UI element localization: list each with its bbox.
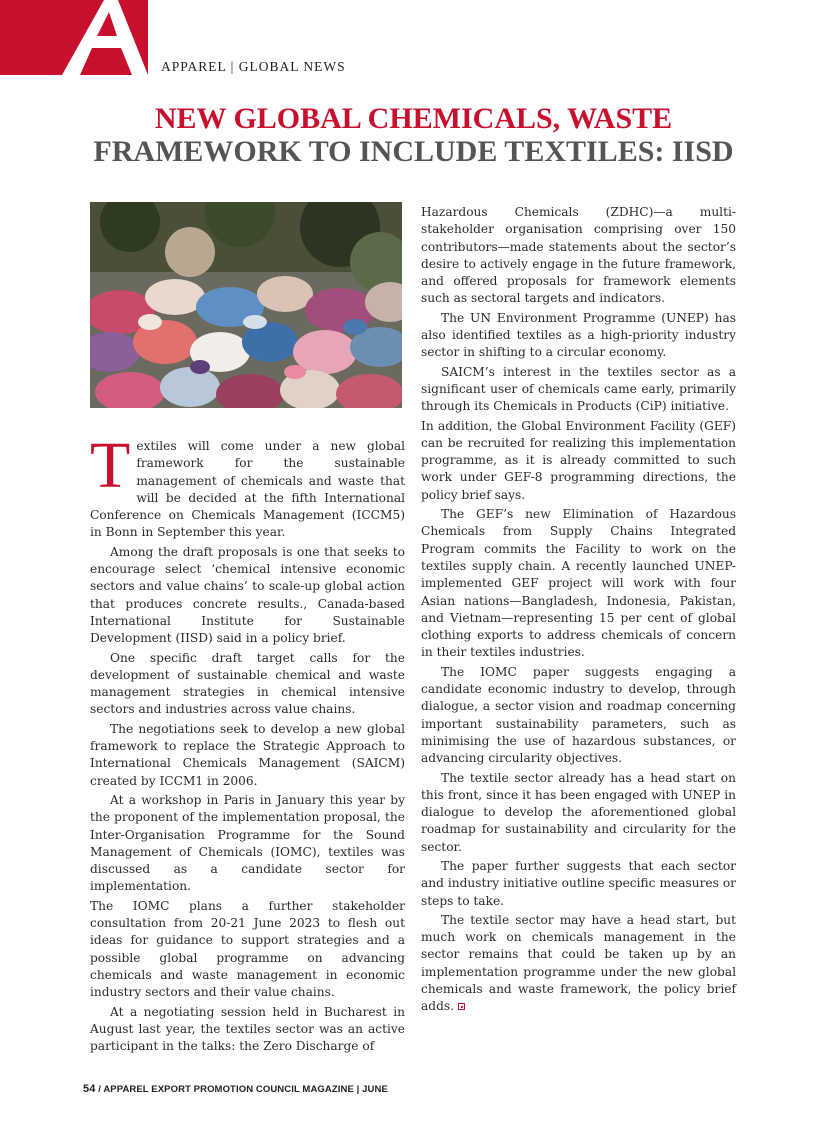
section-logo bbox=[0, 0, 148, 75]
paragraph: One specific draft target calls for the development of sustainable chemical and waste management strategies in chemical intensive sectors and industries across value chains. bbox=[90, 650, 405, 717]
headline-line-2: FRAMEWORK TO INCLUDE TEXTILES: IISD bbox=[93, 135, 734, 168]
paragraph: The textile sector already has a head start on this front, since it has been engaged with UNEP in dialogue to develop the aforementioned global roadmap for sustainability and circularity for the sector. bbox=[421, 770, 736, 854]
paragraph-1: Textiles will come under a new global framework for the sustainable management of chemicals and waste that will be decided at the fifth International Conference on Chemicals Management (ICCM5) in Bonn in September this year. bbox=[90, 429, 405, 540]
paragraph: The IOMC plans a further stakeholder consultation from 20-21 June 2023 to flesh out ideas for guidance to support strategies and a possible global programme on advancing chemicals and waste management in economic industry sectors and their value chains. bbox=[90, 898, 405, 1000]
paragraph: SAICM’s interest in the textiles sector as a significant user of chemicals came early, primarily through its Chemicals in Products (CiP) initiative. bbox=[421, 364, 736, 414]
paragraph: The IOMC paper suggests engaging a candidate economic industry to develop, through dialogue, a sector vision and roadmap concerning important sustainability parameters, such as minimising the use of hazardous substances, or advancing circularity objectives. bbox=[421, 664, 736, 766]
section-label: APPAREL | GLOBAL NEWS bbox=[161, 59, 346, 74]
article-column-right bbox=[421, 204, 736, 1018]
headline-line-1: NEW GLOBAL CHEMICALS, WASTE bbox=[154, 102, 673, 135]
paragraph: In addition, the Global Environment Facility (GEF) can be recruited for realizing this implementation programme, as it is already committed to such work under GEF-8 programming directions, the policy brief says. bbox=[421, 418, 736, 502]
page-number: 54 bbox=[83, 1083, 96, 1095]
paragraph: The paper further suggests that each sector and industry initiative outline specific measures or steps to take. bbox=[421, 858, 736, 908]
paragraph: Among the draft proposals is one that seeks to encourage select ‘chemical intensive economic sectors and value chains’ to scale-up global action that produces concrete results., Canada-based International Institute for Sustainable Development (IISD) said in a policy brief. bbox=[90, 544, 405, 646]
paragraph: The GEF’s new Elimination of Hazardous Chemicals from Supply Chains Integrated Program commits the Facility to work on the textiles supply chain. A recently launched UNEP-implemented GEF project will work with four Asian nations—Bangladesh, Indonesia, Pakistan, and Vietnam—representing 15 per cent of global clothing exports to address chemicals of concern in their textiles industries. bbox=[421, 507, 736, 660]
textile-waste-photo bbox=[90, 202, 402, 408]
end-of-article-icon bbox=[458, 1003, 465, 1010]
page-footer bbox=[83, 1083, 388, 1095]
drop-cap: T bbox=[90, 429, 131, 502]
paragraph-last: The textile sector may have a head start, but much work on chemicals management in the sector remains that could be taken up by an implementation programme under the new global chemicals and waste framework, the policy brief adds. bbox=[421, 912, 736, 1014]
article-column-left bbox=[90, 429, 405, 1057]
paragraph: The UN Environment Programme (UNEP) has also identified textiles as a high-priority industry sector in shifting to a circular economy. bbox=[421, 310, 736, 360]
footer-text: / APPAREL EXPORT PROMOTION COUNCIL MAGAZINE | JUNE bbox=[98, 1084, 388, 1095]
paragraph: At a negotiating session held in Bucharest in August last year, the textiles sector was an active participant in the talks: the Zero Discharge of bbox=[90, 1004, 405, 1054]
paragraph: At a workshop in Paris in January this year by the proponent of the implementation proposal, the Inter-Organisation Programme for the Sound Management of Chemicals (IOMC), textiles was discussed as a candidate sector for implementation. bbox=[90, 792, 405, 894]
paragraph: Hazardous Chemicals (ZDHC)—a multi-stakeholder organisation comprising over 150 contributors—made statements about the sector’s desire to actively engage in the future framework, and offered proposals for framework elements such as sectoral targets and indicators. bbox=[421, 205, 736, 306]
paragraph: The negotiations seek to develop a new global framework to replace the Strategic Approach to International Chemicals Management (SAICM) created by ICCM1 in 2006. bbox=[90, 721, 405, 788]
